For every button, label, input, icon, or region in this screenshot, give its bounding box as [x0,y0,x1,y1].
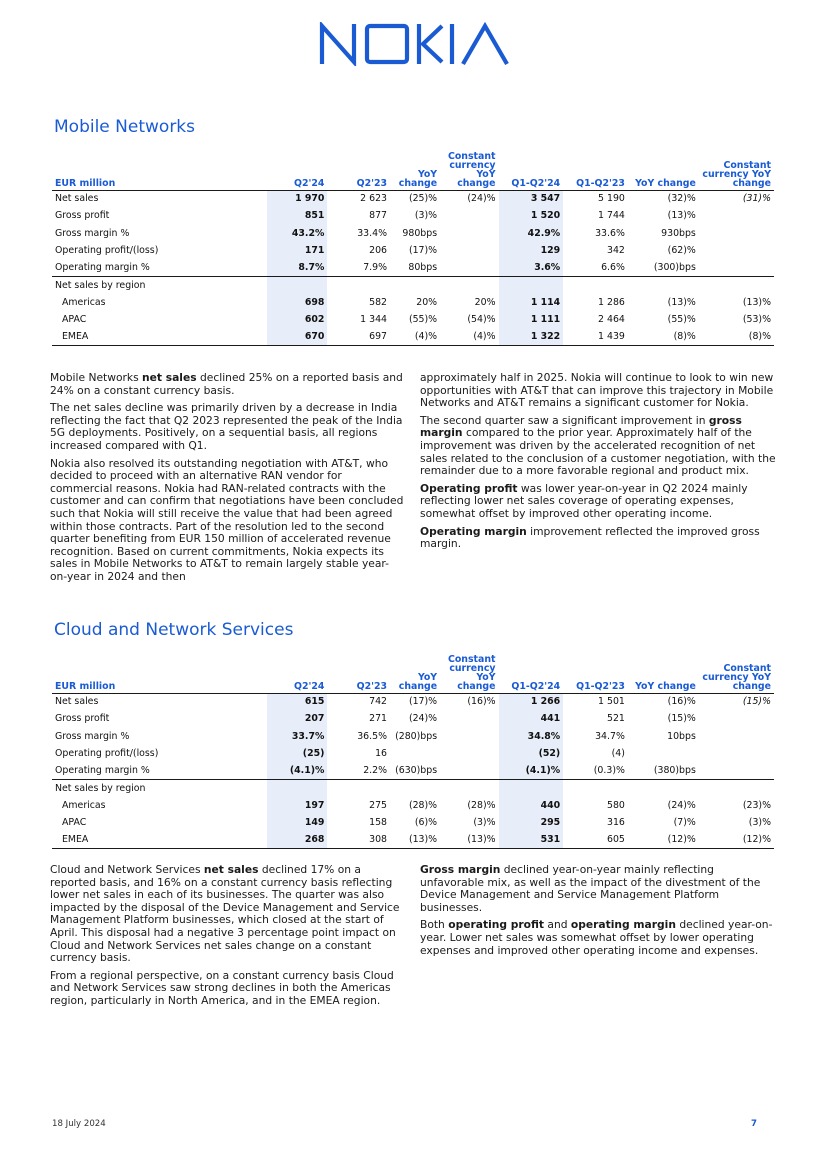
table-cell: 2 464 [598,314,625,326]
table-cell: 36.5% [357,730,388,742]
table-cell: (630)bps [395,765,438,777]
table-cell: 158 [369,817,388,829]
table-cell: 1 111 [499,311,564,328]
column-header: Q2'24 [267,144,328,190]
row-label: APAC [62,314,87,326]
paragraph [420,526,776,551]
table-row [52,831,774,848]
table-cell: (17)% [408,245,438,257]
body-text: was lower year-on-year in Q2 2024 mainly reflecting lower net sales coverage of operating expenses, somewhat offset by improved other operating income. [420,481,748,520]
table-header-row [52,647,774,693]
table-cell: 206 [369,245,388,257]
table-cell: 16 [375,748,388,760]
table-cell [699,779,774,796]
row-label: Gross profit [55,210,110,222]
column-header: YoY change [390,647,440,693]
table-cell [440,745,498,762]
table-cell: 43.2% [267,225,328,242]
row-label: Operating profit/(loss) [55,748,159,760]
table-cell: 742 [369,696,388,708]
table-cell: 698 [267,294,328,311]
table-cell: (25) [267,745,328,762]
table-cell: (13)% [440,831,498,848]
table-cell [628,745,699,762]
table-cell: 197 [267,797,328,814]
row-label: Operating profit/(loss) [55,245,159,257]
row-label: Net sales by region [52,276,267,293]
column-header: Q2'24 [267,647,328,693]
cloud-network-services-table [52,647,774,849]
table-cell [440,762,498,779]
table-cell: 5 190 [598,193,625,205]
table-cell [699,745,774,762]
table-row [52,190,774,207]
table-cell [628,276,699,293]
column-header: EUR million [52,647,267,693]
table-cell: (3)% [473,817,496,829]
table-cell: 42.9% [499,225,564,242]
table-cell: 2 623 [360,193,388,205]
table-cell: 33.4% [357,227,388,239]
table-cell [440,207,498,224]
table-cell: (62)% [667,245,696,257]
table-cell [390,745,440,762]
table-cell: 1 744 [598,210,625,222]
table-cell: 6.6% [601,262,625,274]
table-cell: 34.8% [499,728,564,745]
table-cell: 8.7% [267,259,328,276]
table-cell: (4) [611,748,625,760]
table-cell: 129 [499,242,564,259]
table-cell: (31)% [742,193,771,205]
row-label: Net sales [55,193,99,205]
body-text: Cloud and Network Services [50,863,204,876]
table-cell [440,225,498,242]
paragraph [50,458,406,584]
table-cell: 1 114 [499,294,564,311]
body-text: compared to the prior year. Approximately half of the improvement was driven by the accelerated recognition of net sales related to the conclusion of a customer negotiation, with the remainder due to a more favorable regional and product mix. [420,426,776,478]
table-cell [390,276,440,293]
row-label: Gross profit [55,713,110,725]
table-cell [440,728,498,745]
table-cell: 3.6% [499,259,564,276]
table-cell: (24)% [667,799,696,811]
row-label: EMEA [52,328,267,345]
emphasis-text: Operating margin [420,524,527,538]
table-cell: (54)% [467,314,496,326]
table-cell: (4.1)% [499,762,564,779]
table-cell: (380)bps [653,765,696,777]
table-cell: 268 [267,831,328,848]
table-cell: (55)% [667,314,696,326]
table-cell [699,728,774,745]
table-cell: 7.9% [363,262,388,274]
column-header: YoY change [390,144,440,190]
paragraph [50,970,406,1008]
body-text: Both [420,918,449,932]
table-cell: (13)% [667,210,696,222]
table-cell: 33.7% [267,728,328,745]
emphasis-text: net sales [203,863,259,876]
emphasis-text: gross margin [420,413,742,440]
table-cell: 316 [606,817,625,829]
table-row [52,745,774,762]
table-cell: 615 [267,693,328,710]
column-header: YoY change [628,647,699,693]
table-cell: 440 [499,797,564,814]
body-text: From a regional perspective, on a constant currency basis Cloud and Network Services saw strong declines in both the Americas region, particularly in North America, and in the EMEA region. [50,968,394,1007]
table-cell: (32)% [667,193,696,205]
table-cell [699,259,774,276]
paragraph [50,864,406,965]
table-cell: 275 [369,799,388,811]
cloud-network-services-commentary-right [420,864,776,962]
emphasis-text: operating profit [448,918,545,932]
table-cell [440,259,498,276]
table-cell: 930bps [661,227,696,239]
table-cell: 2.2% [363,765,388,777]
table-cell: 207 [267,710,328,727]
footer-date: 18 July 2024 [52,1119,106,1129]
table-header-row [52,144,774,190]
table-cell: (15)% [667,713,696,725]
table-cell: (12)% [699,831,774,848]
paragraph [420,864,776,914]
row-label: Net sales by region [52,779,267,796]
table-row [52,225,774,242]
row-label: APAC [62,817,87,829]
table-cell: 342 [606,245,625,257]
body-text: declined 17% on a reported basis, and 16% on a constant currency basis reflecting lower net sales in each of its businesses. The quarter was also impacted by the disposal of the Device Management and Service Management Platform businesses, which closed at the start of April. This disposal had a negative 3 percentage point impact on Cloud and Network Services net sales change on a constant currency basis. [50,863,400,965]
table-row [52,710,774,727]
column-header: Q1-Q2'23 [563,647,628,693]
emphasis-text: Operating profit [420,481,518,495]
table-cell: 580 [606,799,625,811]
table-cell [267,779,328,796]
table-cell: 531 [499,831,564,848]
table-row [52,693,774,710]
table-cell: (28)% [408,799,438,811]
table-row [52,207,774,224]
table-cell: (16)% [667,696,696,708]
table-cell: (4)% [390,328,440,345]
table-cell: (24)% [467,193,496,205]
body-text: Nokia also resolved its outstanding negotiation with AT&T, who decided to proceed with an alternative RAN vendor for commercial reasons. Nokia had RAN-related contracts with the customer and can confirm that negotiations have been concluded such that Nokia will still receive the value that had been agreed within those contracts. Part of the resolution led to the second quarter benefiting from EUR 150 million of accelerated revenue recognition. Based on current commitments, Nokia expects its sales in Mobile Networks to AT&T to remain largely stable year-on-year in 2024 and then [50,456,404,583]
table-cell: 10bps [667,730,696,742]
mobile-networks-table [52,144,774,346]
table-cell: (55)% [408,314,438,326]
table-cell [440,710,498,727]
table-cell [499,276,564,293]
emphasis-text: net sales [142,371,197,384]
table-cell [699,207,774,224]
body-text: The second quarter saw a significant improvement in [420,413,709,427]
table-cell: (23)% [742,799,771,811]
column-header: Constant currency YoY change [699,144,774,190]
table-row [52,728,774,745]
table-cell: (300)bps [653,262,696,274]
table-cell: 602 [267,311,328,328]
body-text: declined year-on-year. Lower net sales was somewhat offset by lower operating expenses and improved other operating income and expenses. [420,918,773,957]
row-label: Americas [62,799,106,811]
body-text: improvement reflected the improved gross margin. [420,524,760,551]
table-cell: 670 [267,328,328,345]
row-label: Gross margin % [55,227,130,239]
table-cell [499,779,564,796]
table-cell: 877 [369,210,388,222]
table-cell: 271 [369,713,388,725]
paragraph [420,372,776,410]
column-header: Q1-Q2'24 [499,144,564,190]
table-cell: (15)% [742,696,771,708]
table-cell: 33.6% [595,227,625,239]
table-cell: (12)% [628,831,699,848]
column-header: Constant currency YoY change [699,647,774,693]
table-cell: 20% [474,296,496,308]
column-header: Constant currency YoY change [440,647,498,693]
table-cell: 851 [267,207,328,224]
table-cell: (52) [499,745,564,762]
table-cell [327,779,390,796]
column-header: Q1-Q2'24 [499,647,564,693]
row-label: Operating margin % [55,262,150,274]
table-row [52,814,774,831]
paragraph [50,372,406,397]
table-cell: 80bps [408,262,438,274]
body-text: Mobile Networks [50,371,143,384]
table-cell [390,779,440,796]
table-cell: 149 [267,814,328,831]
paragraph [420,919,776,957]
table-cell: (6)% [414,817,438,829]
table-cell: (13)% [667,296,696,308]
column-header: Constant currency YoY change [440,144,498,190]
table-row [52,797,774,814]
table-row [52,242,774,259]
cloud-network-services-commentary-left [50,864,406,1013]
table-row [52,259,774,276]
table-row [52,328,774,345]
table-cell: 1 344 [360,314,388,326]
mobile-networks-commentary-right [420,372,776,556]
table-cell: 1 266 [499,693,564,710]
emphasis-text: operating margin [570,918,676,932]
table-row [52,779,774,796]
table-cell [440,779,498,796]
table-cell: (28)% [467,799,496,811]
table-cell: 1 322 [499,328,564,345]
table-cell: (3)% [414,210,438,222]
table-cell: (24)% [408,713,438,725]
table-cell: 171 [267,242,328,259]
table-cell: 582 [369,296,388,308]
table-cell: 980bps [402,227,438,239]
table-cell: (4.1)% [267,762,328,779]
paragraph [50,402,406,452]
table-cell [699,242,774,259]
column-header: Q2'23 [327,144,390,190]
table-cell: 20% [416,296,438,308]
table-cell: (16)% [467,696,496,708]
table-cell: (13)% [390,831,440,848]
table-cell: (8)% [628,328,699,345]
table-cell: (53)% [742,314,771,326]
table-cell [440,276,498,293]
nokia-logo [318,22,514,66]
body-text: approximately half in 2025. Nokia will continue to look to win new opportunities with AT&T that can improve this trajectory in Mobile Networks and AT&T remains a significant customer for Nokia. [420,371,774,410]
column-header: Q2'23 [327,647,390,693]
table-cell: 441 [499,710,564,727]
table-row [52,762,774,779]
table-cell [440,242,498,259]
table-row [52,294,774,311]
body-text: declined year-on-year mainly reflecting unfavorable mix, as well as the impact of the divestment of the Device Management and Service Management Platform businesses. [420,863,761,914]
table-cell: (25)% [408,193,438,205]
table-cell: (8)% [699,328,774,345]
paragraph [420,415,776,478]
table-cell: (3)% [748,817,771,829]
table-cell [628,779,699,796]
emphasis-text: Gross margin [420,863,501,876]
row-label: EMEA [52,831,267,848]
table-cell: (4)% [440,328,498,345]
table-cell: 697 [327,328,390,345]
table-cell: 521 [606,713,625,725]
table-cell: 34.7% [595,730,625,742]
row-label: Operating margin % [55,765,150,777]
section-title-mobile-networks: Mobile Networks [54,117,196,137]
mobile-networks-commentary-left [50,372,406,589]
table-cell [699,225,774,242]
row-label: Americas [62,296,106,308]
table-cell: 1 286 [598,296,625,308]
table-cell: 1 501 [598,696,625,708]
table-row [52,276,774,293]
row-label: Net sales [55,696,99,708]
table-cell: 295 [499,814,564,831]
table-cell [699,710,774,727]
table-cell [563,276,628,293]
paragraph [420,483,776,521]
body-text: declined 25% on a reported basis and 24% on a constant currency basis. [50,371,403,397]
table-cell: 1 439 [563,328,628,345]
table-cell: (280)bps [395,730,438,742]
body-text: and [544,918,571,932]
table-cell: (13)% [742,296,771,308]
table-cell [699,276,774,293]
row-label: Gross margin % [55,730,130,742]
column-header: YoY change [628,144,699,190]
table-row [52,311,774,328]
page-number: 7 [751,1119,757,1129]
table-cell [327,276,390,293]
body-text: The net sales decline was primarily driven by a decrease in India reflecting the fact that Q2 2023 represented the peak of the India 5G deployments. Positively, on a sequential basis, all regions increased compared with Q1. [50,401,403,452]
table-cell: (17)% [408,696,438,708]
table-cell: 1 520 [499,207,564,224]
table-cell [267,276,328,293]
table-cell: 605 [563,831,628,848]
table-cell: 1 970 [267,190,328,207]
table-cell: 3 547 [499,190,564,207]
column-header: EUR million [52,144,267,190]
column-header: Q1-Q2'23 [563,144,628,190]
table-cell [699,762,774,779]
table-cell: 308 [327,831,390,848]
section-title-cloud-network-services: Cloud and Network Services [54,620,294,640]
table-cell: (0.3)% [593,765,625,777]
table-cell [563,779,628,796]
table-cell: (7)% [673,817,696,829]
